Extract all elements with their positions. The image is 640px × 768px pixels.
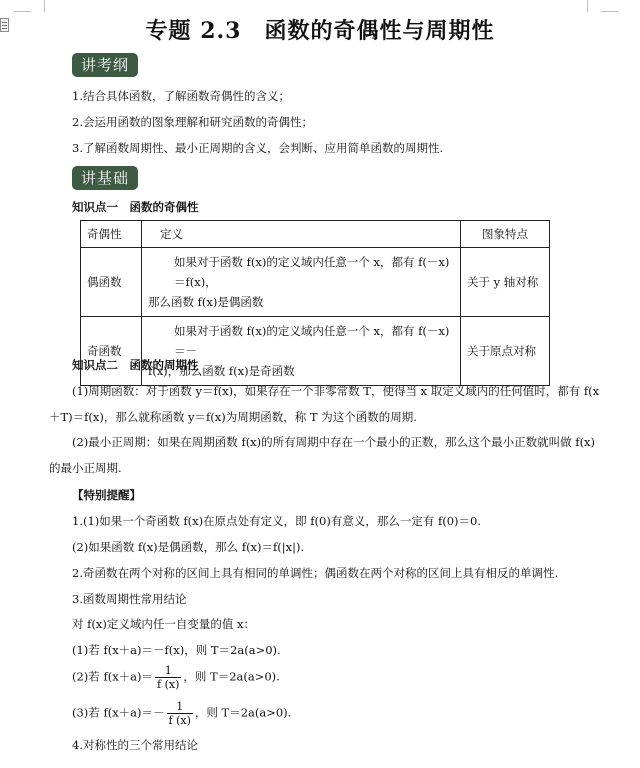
paragraph-line: (1)周期函数：对于函数 y＝f(x)，如果存在一个非零常数 T，使得当 x 取定义域内的任何值时，都有 f(x [72, 384, 600, 398]
crop-mark-top-left-h [14, 11, 31, 12]
table-cell-definition [142, 317, 461, 386]
fraction [155, 664, 181, 691]
table-cell-definition [142, 248, 461, 317]
tip-suffix: ，则 T＝2a(a>0). [194, 705, 292, 720]
table-row [81, 248, 550, 317]
paragraph-line: (2)最小正周期：如果在周期函数 f(x)的所有周期中存在一个最小的正数，那么这个最小正数就叫做 f(x) [72, 435, 596, 449]
fraction-numerator: 1 [155, 664, 181, 678]
fraction-denominator: f (x) [168, 714, 191, 727]
crop-mark-top-right [587, 0, 602, 12]
table-header-cell: 奇偶性 [81, 221, 142, 248]
fraction [167, 700, 193, 727]
tips-heading: 【特别提醒】 [72, 488, 141, 502]
tip-line: (1)若 f(x＋a)＝－f(x)，则 T＝2a(a>0). [72, 643, 281, 657]
fraction-denominator: f (x) [157, 678, 180, 691]
table-cell-feature: 关于 y 轴对称 [461, 248, 550, 317]
table-header-cell: 定义 [142, 221, 461, 248]
section-badge-outline: 讲考纲 [72, 53, 138, 77]
table-cell-name: 奇函数 [81, 317, 142, 386]
tip-prefix: (2)若 f(x＋a)＝ [72, 669, 154, 684]
outline-item: 2.会运用函数的图象理解和研究函数的奇偶性； [72, 115, 313, 129]
table-cell-feature: 关于原点对称 [461, 317, 550, 386]
definition-line: f(x)，那么函数 f(x)是奇函数 [148, 364, 295, 378]
section-badge-basics: 讲基础 [72, 166, 138, 190]
kp1-heading: 知识点一 函数的奇偶性 [72, 200, 199, 214]
crop-mark-top-left [30, 0, 45, 12]
table-cell-name: 偶函数 [81, 248, 142, 317]
tip-suffix: ，则 T＝2a(a>0). [183, 669, 280, 684]
table-header-row [81, 221, 550, 248]
table-row [81, 317, 550, 386]
paragraph-line: 的最小正周期. [49, 461, 122, 475]
definition-line: 如果对于函数 f(x)的定义域内任意一个 x，都有 f(－x)＝f(x)， [174, 255, 450, 289]
crop-mark-top-right-h [601, 11, 618, 12]
outline-item: 1.结合具体函数，了解函数奇偶性的含义； [72, 89, 290, 103]
outline-item: 3.了解函数周期性、最小正周期的含义，会判断、应用简单函数的周期性. [72, 141, 444, 155]
definition-line: 如果对于函数 f(x)的定义域内任意一个 x，都有 f(－x)＝－ [174, 324, 450, 358]
tip-prefix: (3)若 f(x＋a)＝－ [72, 705, 165, 720]
tip-line: 4.对称性的三个常用结论 [72, 738, 198, 752]
fraction-numerator: 1 [167, 700, 193, 714]
tip-line: 2.奇函数在两个对称的区间上具有相同的单调性；偶函数在两个对称的区间上具有相反的单调性. [72, 566, 559, 580]
tip-line: 1.(1)如果一个奇函数 f(x)在原点处有定义，即 f(0)有意义，那么一定有 f(0)＝0. [72, 514, 482, 528]
page-title: 专题 2.3 函数的奇偶性与周期性 [145, 18, 495, 44]
tip-line-fraction [72, 700, 291, 727]
table-header-cell: 图象特点 [461, 221, 550, 248]
paragraph-line: ＋T)＝f(x)，那么就称函数 y＝f(x)为周期函数，称 T 为这个函数的周期. [49, 410, 417, 424]
kp2-heading: 知识点二 函数的周期性 [72, 358, 199, 372]
tip-line: 对 f(x)定义域内任一自变量的值 x： [72, 617, 256, 631]
tip-line: 3.函数周期性常用结论 [72, 592, 187, 606]
tip-line: (2)如果函数 f(x)是偶函数，那么 f(x)＝f(|x|). [72, 540, 305, 554]
tip-line-fraction [72, 664, 280, 691]
definition-line: 那么函数 f(x)是偶函数 [148, 295, 264, 309]
